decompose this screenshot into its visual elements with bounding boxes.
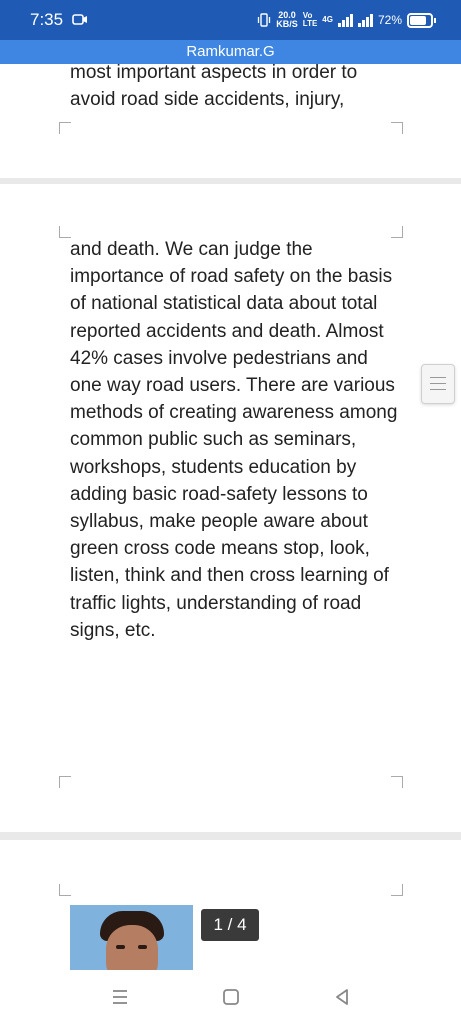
status-time: 7:35 [30, 10, 64, 29]
crop-mark [391, 884, 403, 896]
speed-value: 20.0 [278, 10, 296, 20]
status-icons [257, 8, 433, 32]
status-bar [0, 0, 461, 40]
document-owner-bar: Ramkumar.G [0, 40, 461, 64]
crop-mark [59, 122, 71, 134]
home-icon[interactable] [219, 985, 243, 1009]
scroll-handle-icon[interactable] [421, 364, 455, 404]
volte-top: Vo [302, 11, 313, 20]
back-icon[interactable] [330, 985, 354, 1009]
crop-mark [391, 776, 403, 788]
volte-indicator [303, 12, 318, 28]
speed-unit: KB/S [276, 19, 298, 29]
battery-icon [407, 13, 433, 28]
signal-icon-2 [358, 13, 373, 27]
battery-percent: 72% [377, 13, 402, 27]
document-viewer[interactable] [0, 64, 461, 970]
recent-apps-icon[interactable] [108, 985, 132, 1009]
page-text: most important aspects in order to avoid road side accidents, injury, [70, 64, 358, 111]
crop-mark [59, 884, 71, 896]
volte-bottom: LTE [302, 19, 318, 28]
network-type: 4G [322, 15, 333, 24]
document-page [0, 184, 461, 832]
signal-icon [338, 13, 353, 27]
crop-mark [391, 122, 403, 134]
network-speed [276, 11, 298, 29]
document-page [0, 64, 461, 178]
navigation-bar [0, 970, 461, 1024]
camera-icon [72, 11, 88, 27]
vibrate-icon [257, 13, 271, 27]
page-indicator: 1 / 4 [201, 909, 259, 941]
profile-photo [70, 905, 193, 970]
page-text: and death. We can judge the importance of road safety on the basis of national statistical data about total reported accidents and death. Almost 42% cases involve pedestrians and one way road users. There are various methods of creating awareness among common public such as seminars, workshops, students education by adding basic road-safety lessons to syllabus, make people aware about green cross code means stop, look, listen, think and then cross learning of traffic lights, understanding of road signs, etc. [70, 239, 398, 641]
document-page [0, 840, 461, 970]
crop-mark [59, 776, 71, 788]
